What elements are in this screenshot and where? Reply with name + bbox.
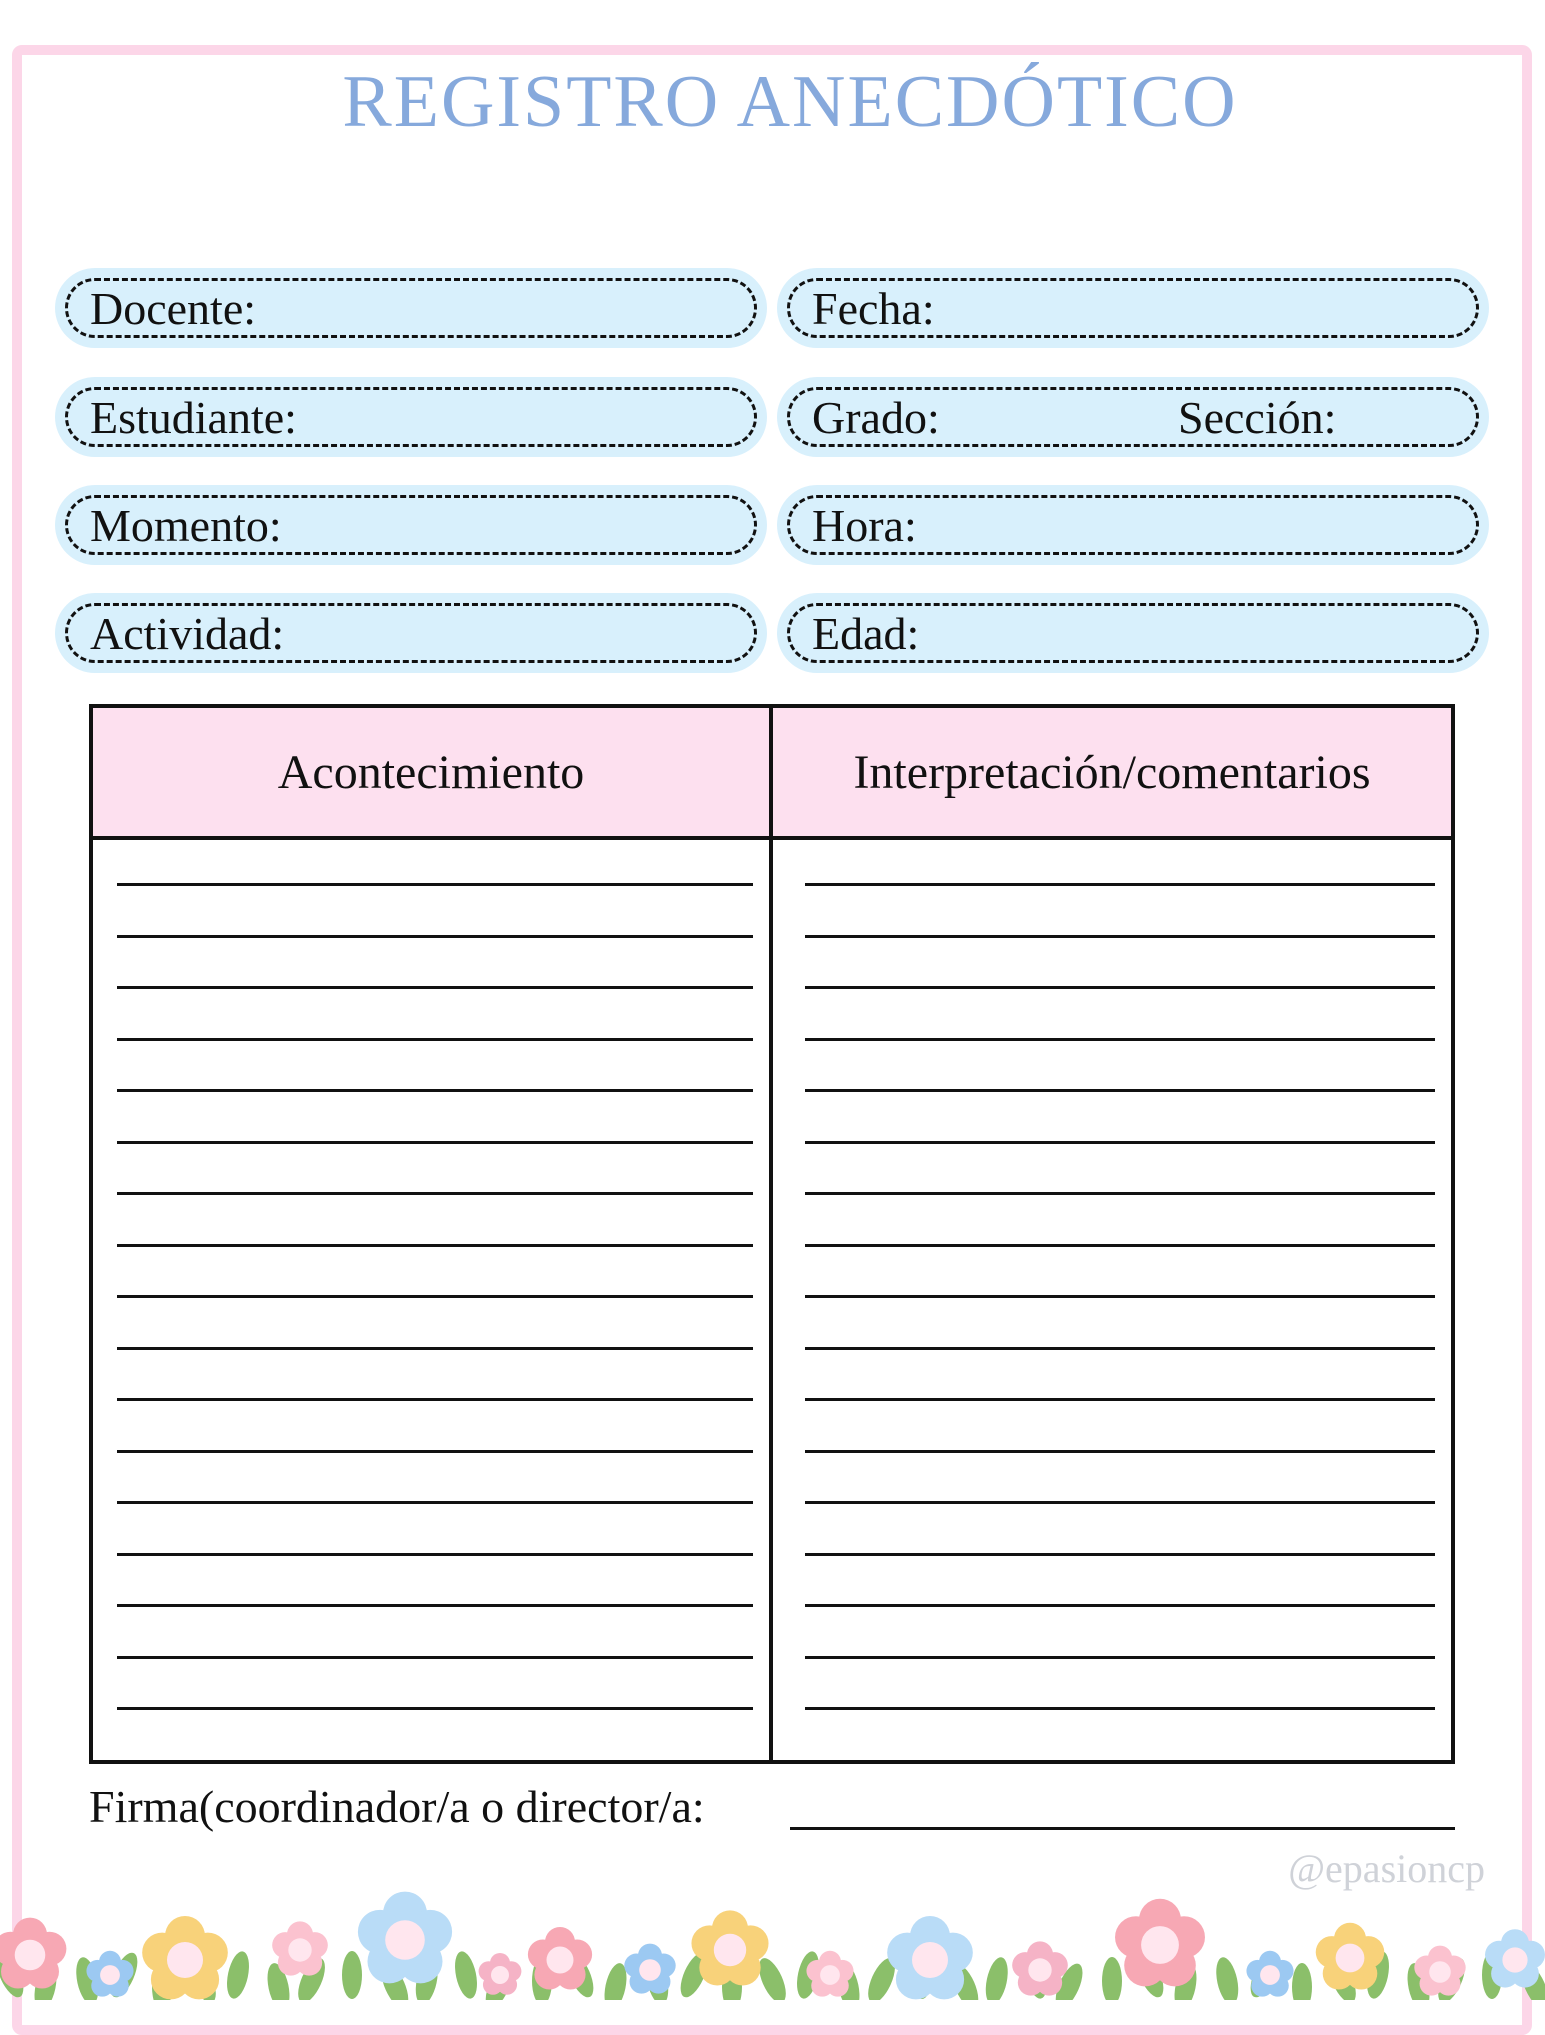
leaf [982, 1955, 1012, 2000]
flower-center [714, 1934, 746, 1966]
writing-line-left[interactable] [117, 1038, 753, 1041]
writing-line-left[interactable] [117, 1450, 753, 1453]
table-divider [769, 708, 773, 1760]
estudiante-label: Estudiante: [90, 391, 297, 443]
writing-line-right[interactable] [805, 1192, 1435, 1195]
writing-line-right[interactable] [805, 1656, 1435, 1659]
leaf [1102, 1957, 1122, 2000]
signature-label: Firma(coordinador/a o director/a: [89, 1781, 705, 1832]
writing-line-right[interactable] [805, 935, 1435, 938]
leaf [1292, 1963, 1312, 2000]
edad-label: Edad: [812, 607, 920, 659]
header-interpretacion: Interpretación/comentarios [853, 745, 1371, 799]
momento-field[interactable] [55, 485, 767, 565]
writing-line-right[interactable] [805, 986, 1435, 989]
writing-line-left[interactable] [117, 1604, 753, 1607]
writing-line-right[interactable] [805, 1244, 1435, 1247]
writing-line-right[interactable] [805, 1450, 1435, 1453]
writing-line-left[interactable] [117, 1244, 753, 1247]
flower-center [1028, 1958, 1051, 1981]
leaf [223, 1949, 253, 2000]
momento-label: Momento: [90, 499, 282, 551]
leaf [451, 1949, 481, 2000]
writing-line-right[interactable] [805, 1604, 1435, 1607]
writing-line-right[interactable] [805, 1089, 1435, 1092]
writing-line-right[interactable] [805, 1347, 1435, 1350]
writing-line-left[interactable] [117, 986, 753, 989]
estudiante-field[interactable] [55, 377, 767, 457]
flower-center [1502, 1947, 1527, 1972]
hora-field[interactable] [777, 485, 1489, 565]
actividad-label: Actividad: [90, 607, 285, 659]
writing-line-right[interactable] [805, 1707, 1435, 1710]
flower-center [1141, 1926, 1179, 1964]
flower-border [0, 1880, 1545, 2000]
flower-center [912, 1942, 948, 1978]
docente-label: Docente: [90, 282, 257, 334]
leaf [342, 1951, 362, 1999]
fecha-field[interactable] [777, 268, 1489, 348]
fecha-label: Fecha: [812, 282, 935, 334]
writing-line-left[interactable] [117, 1398, 753, 1401]
writing-line-right[interactable] [805, 1295, 1435, 1298]
writing-line-left[interactable] [117, 1141, 753, 1144]
flower-center [385, 1920, 425, 1960]
flower-center [547, 1947, 574, 1974]
writing-line-left[interactable] [117, 1553, 753, 1556]
writing-line-right[interactable] [805, 1141, 1435, 1144]
page-title: REGISTRO ANECDÓTICO [342, 61, 1238, 143]
flower-center [1260, 1965, 1280, 1985]
writing-line-right[interactable] [805, 1501, 1435, 1504]
hora-label: Hora: [812, 499, 917, 551]
flower-center [491, 1966, 509, 1984]
flower-center [15, 1940, 46, 1971]
flower-center [1336, 1944, 1365, 1973]
writing-line-left[interactable] [117, 1089, 753, 1092]
writing-line-left[interactable] [117, 1501, 753, 1504]
flower-center [167, 1942, 203, 1978]
writing-line-left[interactable] [117, 1347, 753, 1350]
flower-center [100, 1965, 120, 1985]
grado-label: Grado: [812, 391, 940, 443]
docente-field[interactable] [55, 268, 767, 348]
flower-center [639, 1959, 661, 1981]
writing-line-right[interactable] [805, 883, 1435, 886]
writing-line-right[interactable] [805, 1398, 1435, 1401]
anecdotal-table [89, 704, 1455, 1764]
signature-line[interactable] [790, 1827, 1455, 1830]
writing-line-right[interactable] [805, 1553, 1435, 1556]
writing-line-left[interactable] [117, 1656, 753, 1659]
flower-center [288, 1938, 311, 1961]
header-acontecimiento: Acontecimiento [277, 745, 585, 799]
grado-seccion-field[interactable] [777, 377, 1489, 457]
flower-center [1429, 1961, 1451, 1983]
leaf [1212, 1955, 1242, 2000]
seccion-label: Sección: [1178, 391, 1337, 443]
writing-line-left[interactable] [117, 883, 753, 886]
writing-line-left[interactable] [117, 935, 753, 938]
author-handle: @epasioncp [1288, 1846, 1485, 1891]
edad-field[interactable] [777, 593, 1489, 673]
writing-line-left[interactable] [117, 1192, 753, 1195]
writing-line-left[interactable] [117, 1707, 753, 1710]
writing-line-left[interactable] [117, 1295, 753, 1298]
actividad-field[interactable] [55, 593, 767, 673]
writing-line-right[interactable] [805, 1038, 1435, 1041]
flower-center [820, 1965, 840, 1985]
